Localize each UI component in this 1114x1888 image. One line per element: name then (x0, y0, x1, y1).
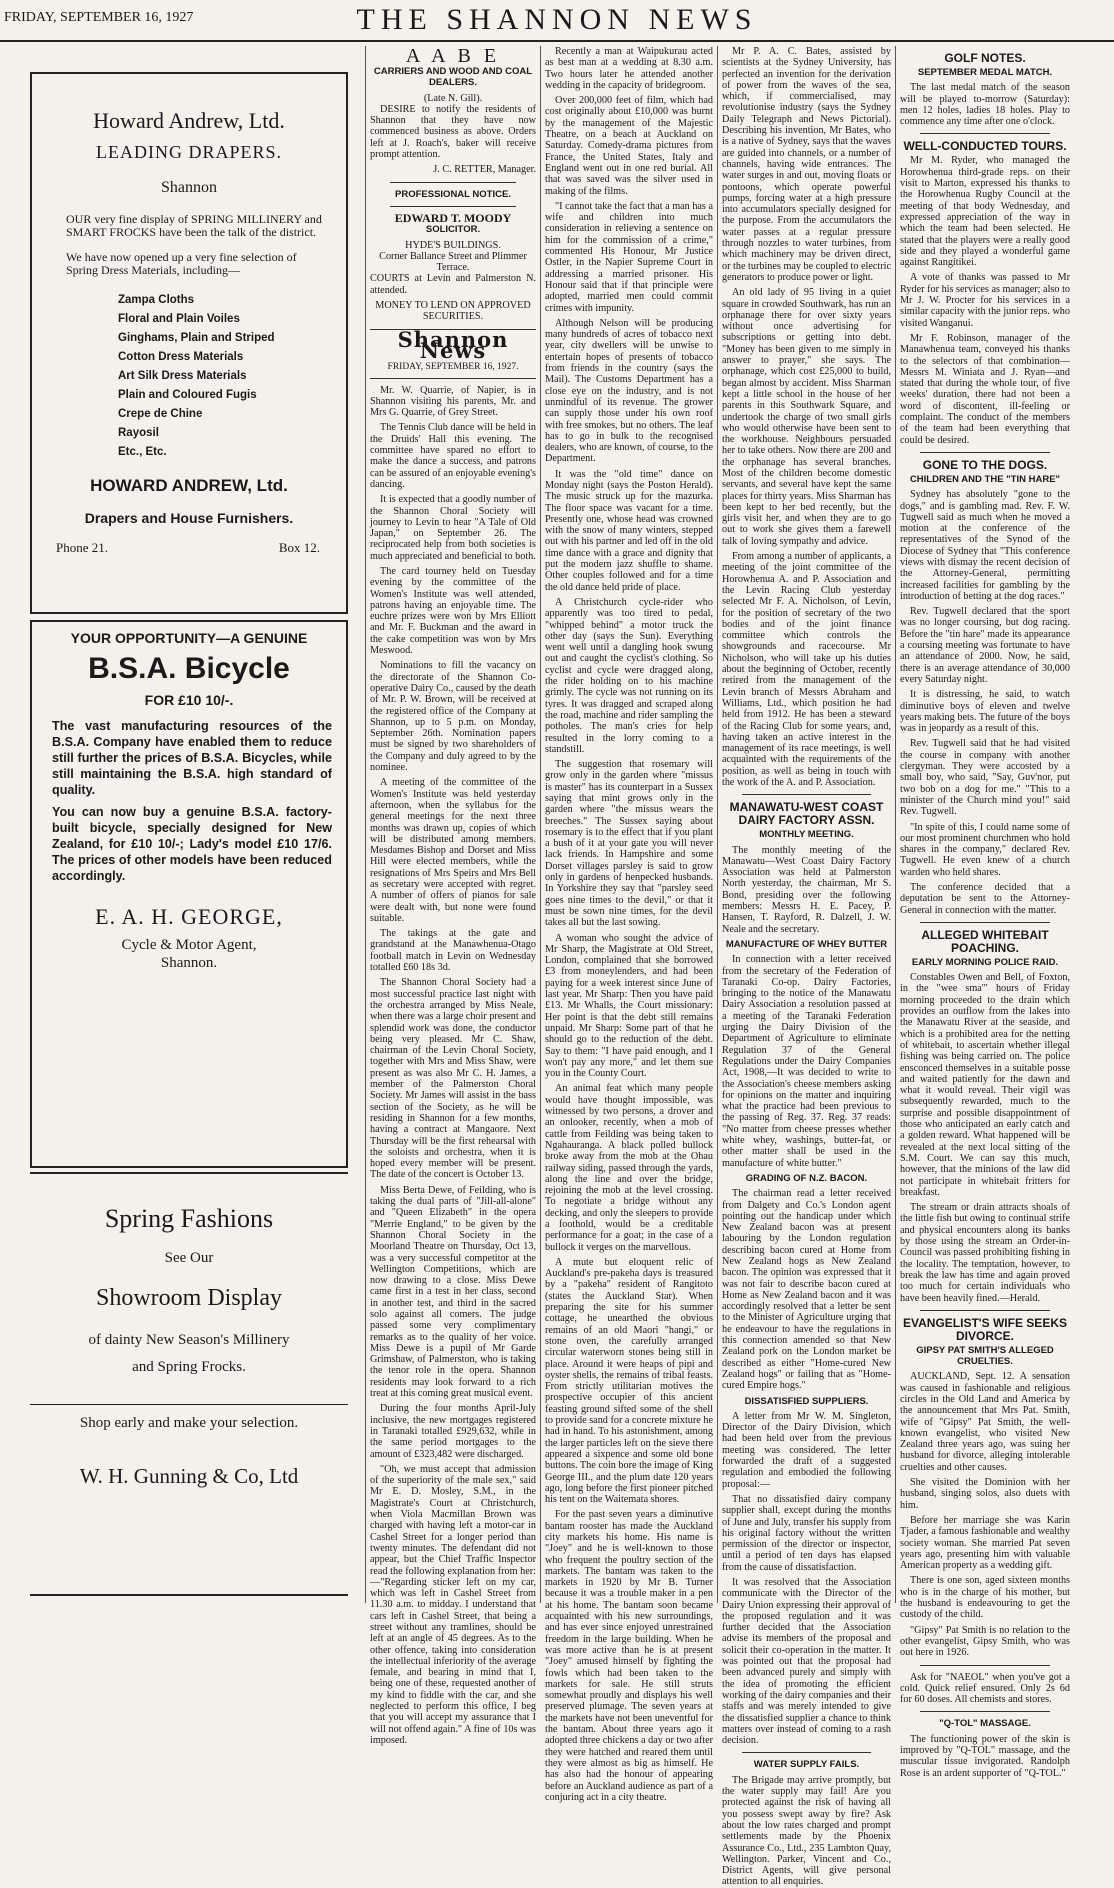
sf-gunning: W. H. Gunning & Co, Ltd (79, 1464, 299, 1488)
article: "Gipsy" Pat Smith is no relation to the other evangelist, Gipsy Smith, who was out here in 1926. (900, 1624, 1070, 1659)
list-item: Rayosil (118, 427, 159, 439)
sf-line-1: of dainty New Season's Millinery (88, 1332, 290, 1348)
ha-box: Box 12. (278, 540, 320, 555)
article: The card tourney held on Tuesday evening by the committee of the Women's Institute was well attended, patrons having an enjoyable time. The euchre prizes were won by Mrs Elliott and Mr. F. Buckman and the award in the cake competition was won by Mrs Meswood. (370, 565, 536, 657)
article: An animal feat which many people would have thought impossible, was witnessed by two persons, a drover and an onlooker, recently, when a mob of cattle from Feilding was being taken to Ngahauranga. A black polled bullock broke away from the mob at the Ohau railway siding, passed through the yards, along the line and over the bridge, rejoining the mob at the level crossing. To negotiate a bridge without any decking, and only the sleepers to provide a foothold, would be a creditable performance for a goat; in the case of a bullock it verges on the marvellous. (545, 1083, 713, 1253)
spring-fashions-ad (30, 1172, 348, 1596)
hyde-address: Corner Ballance Street and Plimmer Terrace. (379, 250, 527, 274)
evangelist-subhead: GIPSY PAT SMITH'S ALLEGED CRUELTIES. (916, 1344, 1054, 1368)
sf-shop: Shop early and make your selection. (30, 1404, 348, 1432)
sf-title: Spring Fashions (104, 1204, 274, 1233)
article: Before her marriage she was Karin Tjader, a famous fashionable and wealthy society woman. She married Pat seven years ago, presenting him with valuable American property as a wedding gift. (900, 1514, 1070, 1572)
article: Although Nelson will be producing many hundreds of acres of tobacco next year, city dwellers will be unwise to entertain hopes of presents of tobacco from friends in the country (says the Mail). The Customs Department has a close eye on the industry, and is not unmindful of its revenue. The grower can supply those under his own roof with free smokes, but no others. The leaf has to go in bulk to the recognised dealers, who are known, of course, to the Department. (545, 317, 713, 465)
evangelist-headline: EVANGELIST'S WIFE SEEKS DIVORCE. (903, 1315, 1067, 1343)
ha-town: Shannon (161, 179, 217, 196)
article: The conference decided that a deputation be sent to the Attorney-General in connection with the matter. (900, 882, 1070, 916)
moody-solicitor: SOLICITOR. (425, 224, 481, 236)
ha-bottom-name: HOWARD ANDREW, Ltd. (90, 476, 288, 495)
naeol-ad: Ask for "NAEOL" when you've got a cold. Quick relief ensured. Only 2s 6d for 60 doses. All chemists and stores. (900, 1671, 1070, 1706)
article: In connection with a letter received from the secretary of the Federation of Taranaki Co-op. Dairy Factories, bringing to the notice of the Manawatu Dairy Association a resolution passed at a meeting of the Taranaki Federation urging the Dairy Division of the Department of Agriculture to eliminate Regulation 37 of the General Regulations under the Dairy Companies Act, 1908,—It was decided to write to the Association's cheese members asking for opinions on the matter and inquiring what the practice had been previous to the passing of Reg. 37. Reg. 37 reads: "No matter from cheese presses whether white whey, washings, butter-fat, or other matter shall be used in the manufacture of white butter." (722, 954, 891, 1169)
divider (742, 1752, 871, 1753)
article: It was the "old time" dance on Monday night (says the Poston Herald). The music struck up for the mazurka. The floor space was vacant for a time. Presently one, whose head was crowned with the snow of many winters, stepped out with his partner and led off in the old time dance with a grace and dignity that put the modern jazz shuffle to shame. Other couples followed and for a time the old dance held pride of place. (545, 468, 713, 593)
article: It is expected that a goodly number of the Shannon Choral Society will journey to Levin to hear "A Tale of Old Japan," on September 26. The reciprocated help from both societies is much appreciated and beneficial to both. (370, 494, 536, 562)
divider (742, 794, 871, 795)
ha-text-2: We have now opened up a very fine selection of Spring Dress Materials, including— (66, 250, 297, 277)
bsa-top: YOUR OPPORTUNITY—A GENUINE (70, 630, 308, 646)
qtol-headline: "Q-TOL" MASSAGE. (939, 1718, 1031, 1730)
aabe-sign: J. C. RETTER, Manager. (433, 164, 536, 176)
article: There is one son, aged sixteen months who is in the charge of his mother, but the husband is endeavouring to get the custody of the child. (900, 1575, 1070, 1621)
tours-headline: WELL-CONDUCTED TOURS. (903, 139, 1067, 154)
article: A letter from Mr W. M. Singleton, Director of the Dairy Division, which had been held over from the previous meeting was considered. The letter forwarded the draft of a suggested regulation and embodied the following proposal:— (722, 1410, 891, 1490)
list-item: Zampa Cloths (118, 294, 195, 306)
dogs-subhead: CHILDREN AND THE "TIN HARE" (909, 473, 1061, 485)
column-rule (895, 46, 896, 1603)
article: Rev. Tugwell said that he had visited the course in company with another clergyman. They were accosted by a small boy, who said, "Say, Guv'nor, put two bob on a dog for me." "This to a minister of the Church mind you!" said Rev. Tugwell. (900, 738, 1070, 818)
issue-date: FRIDAY, SEPTEMBER 16, 1927 (4, 10, 194, 25)
masthead (0, 0, 1114, 42)
list-item: Cotton Dress Materials (118, 351, 244, 363)
article: Mr. W. Quarrie, of Napier, is in Shannon visiting his parents, Mr. and Mrs G. Quarrie, of Grey Street. (370, 384, 536, 419)
dairy-subhead: MONTHLY MEETING. (759, 829, 854, 841)
bacon-subhead: GRADING OF N.Z. BACON. (745, 1172, 868, 1184)
whitebait-subhead: EARLY MORNING POLICE RAID. (911, 956, 1059, 968)
article: "In spite of this, I could name some of our most prominent churchmen who hold shares in the company," declared Rev. Tugwell. He even knew of a church warden who held shares. (900, 821, 1070, 878)
article: For the past seven years a diminutive bantam rooster has made the Auckland city markets his home. His name is "Joey" and he is well-known to those who frequent the poultry section of the markets. The bantam was taken to the markets in 1920 by Mr B. Turner because it was a trouble maker in a pen at his home. The bantam soon became acquainted with his new surroundings, and has ever since enjoyed unrestrained freedom in the large building. When he was more active than he is at present "Joey" amused himself by fighting the fowls which had been taken to the markets for sale. He still struts somewhat proudly and displays his well preserved plumage. The seven years at the markets have not been uneventful for the bantam. About three years ago it adopted three chickens a day or two after they were hatched and reared them until they were almost as big as himself. He has also had the honour of appearing before an Auckland audience as part of a conjuring act in a city theatre. (545, 1509, 713, 1803)
article: It is distressing, he said, to watch diminutive boys of eleven and twelve years making bets. The future of the boys was in jeopardy as a result of this. (900, 689, 1070, 735)
column-rule (717, 46, 718, 1603)
article: The monthly meeting of the Manawatu—West Coast Dairy Factory Association was held at Palmerston North yesterday, the chairman, Mr S. Bond, presiding over the following members: Messrs H. E. Pacey, P. Hansen, T. Rayford, R. Dalzell, J. W. Neale and the secretary. (722, 844, 891, 935)
column-2 (370, 45, 536, 1746)
ha-lead: LEADING DRAPERS. (95, 142, 282, 162)
list-item: Ginghams, Plain and Striped (118, 332, 275, 344)
divider (920, 1310, 1050, 1311)
divider (920, 1711, 1050, 1712)
column-rule (365, 46, 366, 1603)
dairy-headline: MANAWATU-WEST COAST DAIRY FACTORY ASSN. (729, 800, 884, 828)
golf-subhead: SEPTEMBER MEDAL MATCH. (917, 67, 1053, 78)
article: The chairman read a letter received from Dalgety and Co.'s London agent pointing out the handicap under which New Zealand bacon was at present labouring by the London regulation describing bacon cured at Home from New Zealand hogs as New Zealand bacon. The opinion was expressed that it was not fair to describe bacon cured at Home as New Zealand bacon and it was accordingly resolved that a letter be sent to the Minister of Agriculture urging that he endeavour to have the regulations in this connection amended so that New Zealand pork on the London market be described as either "Home-cured New Zealand hogs" or failing that as "Home-cured Empire hogs." (722, 1188, 891, 1392)
ha-subtitle: Drapers and House Furnishers. (84, 510, 294, 526)
article: From among a number of applicants, a meeting of the joint committee of the Horowhenua A. and P. Association and the Levin Racing Club yesterday selected Mr F. A. Nicholson, of Levin, for the position of secretary of the two bodies and of the joint finance committee which controls the showgrounds and racecourse. Mr Nicholson, who will take up his duties about the beginning of October, recently retired from the management of the Levin branch of Messrs Abraham and Williams, Ltd., which position he had held from 1912. He has been a steward of the Racing Club for some years, and, having taken an active interest in the management of its race meetings, is well acquainted with the requirements of the position, as well as being in touch with the work of the A. and P. Association. (722, 551, 891, 788)
paper-name: Shannon News (397, 326, 509, 363)
whitebait-headline: ALLEGED WHITEBAIT POACHING. (921, 927, 1049, 955)
aabe-title: A A B E (405, 45, 501, 67)
article: The takings at the gate and grandstand at the Manawhenua-Otago football match in Levin on Wednesday totalled £60 18s 3d. (370, 928, 536, 974)
list-item: Crepe de Chine (118, 408, 203, 420)
list-item: Plain and Coloured Fugis (118, 389, 257, 401)
golf-headline: GOLF NOTES. (944, 51, 1026, 65)
article: "Oh, we must accept that admission of the superiority of the male sex," said Mr E. D. Mosley, S.M., in the Magistrate's Court at Christchurch, when Viola Macmillan Brown was charged with having left a motor-car in Cashel Street for a longer period than twenty minutes. The defendant did not appear, but the Chief Traffic Inspector read the following explanation from her:—"Regarding sticker left on my car, which was left in Cashel Street from 11.30 a.m. to midday. I understand that cars left in Cashel Street, that being a street without any tramlines, should be left at an angle of 45 degrees. As to the other offence, taking into consideration the intellectual inferiority of the average female, and bearing in mind that I, being one of these, requested another of my kind to fiddle with the car, and she neglected to perform this office, I beg that you will accept my assurance that I will not offend again." A fine of 10s was imposed. (370, 1463, 536, 1746)
article: AUCKLAND, Sept. 12. A sensation was caused in fashionable and religious circles in the Old Land and America by the announcement that Mrs Pat. Smith, wife of "Gipsy" Pat Smith, the well-known evangelist, who visited New Zealand three years ago, was suing her husband for divorce, alleging intolerable cruelties and other causes. (900, 1371, 1070, 1473)
ha-name: Howard Andrew, Ltd. (93, 108, 285, 133)
moody-name: EDWARD T. MOODY (394, 210, 512, 225)
article: The Tennis Club dance will be held in the Druids' Hall this evening. The committee have spared no effort to make the dance a success, and patrons can be assured of an enjoyable evening's dancing. (370, 422, 536, 490)
column-4 (722, 46, 891, 1888)
article: A meeting of the committee of the Women's Institute was held yesterday afternoon, when the syllabus for the general meetings for the next three months was drawn up, copies of which will be distributed among members. Mesdames Bishop and Dorset and Miss Hill were elected members, while the resignations of Mrs Speirs and Mrs Bell as secretary were accepted with regret. A number of offers of pianos for sale were dealt with, but none were found suitable. (370, 777, 536, 924)
suppliers-subhead: DISSATISFIED SUPPLIERS. (744, 1395, 869, 1407)
article: The Brigade may arrive promptly, but the water supply may fail! Are you protected against the risk of having all you possess swept away by fire? Ask about the low rates charged and prompt settlements made by the Phoenix Assurance Co., Ltd., 235 Lambton Quay, Wellington. Parker, Vincent and Co., District Agents, will give personal attention to all enquiries. (722, 1774, 891, 1888)
bsa-dealer: E. A. H. GEORGE, (95, 904, 283, 929)
sf-see: See Our (164, 1250, 214, 1266)
bsa-body-1: The vast manufacturing resources of the B.S.A. Company have enabled them to reduce still further the prices of B.S.A. Bicycles, while still maintaining the B.S.A. high standard of quality. (52, 719, 332, 797)
article: Mr F. Robinson, manager of the Manawhenua team, conveyed his thanks to the selectors of that combination—Messrs M. Winiata and J. Ryan—and stated that during the whole tour, of five weeks' duration, there had not been a word of discontent, ill-feeling or complaint. The conduct of the members of the team had been everything that could be desired. (900, 332, 1070, 446)
courts: COURTS at Levin and Palmerston N. attended. (370, 273, 536, 296)
hyde-buildings: HYDE'S BUILDINGS. (405, 239, 501, 251)
article: Mr P. A. C. Bates, assisted by scientists at the Sydney University, has perfected an invention for the derivation of power from the waves of the sea, which, if commercialised, may revolutionise industry (says the Sydney Daily Telegraph and News Pictorial). Describing his invention, Mr Bates, who is a native of Sydney, says that the waves are guided into channels, or a number of channels, having wide entrances. The water surges in and out, moving floats or pontoons, which operate powerful pumps, forcing water at a high pressure into accumulators specially designed for the purpose. From the accumulators the water passes at a regular pressure through nozzles to water turbines, from which machinery may be driven direct, or the turbines may be coupled to electric generators to produce power or light. (722, 46, 891, 283)
divider (920, 133, 1050, 134)
article: An old lady of 95 living in a quiet square in crowded Southwark, has run an orphanage there for over sixty years without once advertising for subscriptions or getting into debt. "Money has been given to me simply in answer to prayer," she says. The orphanage, which cost £25,000 to build, began almost by accident. Miss Sharman kept a little school in the house of her parents in this Southwark Square, and undertook the charge of two small girls who would otherwise have been sent to the workhouse. Neighbours persuaded her to take others. Now there are 200 and the orphanage has several branches. Most of the children become domestic servants, and several have kept the same places for thirty years. Miss Sharman has been kept to her bed recently, but the girls visit her, and when they are to go out to work she gives them a farewell talk of loving sympathy and advice. (722, 287, 891, 547)
divider (920, 1665, 1050, 1666)
paper-date: FRIDAY, SEPTEMBER 16, 1927. (387, 362, 519, 373)
bsa-body-2: You can now buy a genuine B.S.A. factory-built bicycle, specially designed for New Zealand, for £10 10/-; Lady's model £10 17/6. The prices of other models have been reduced accordingly. (52, 805, 332, 883)
qtol-ad: The functioning power of the skin is improved by "Q-TOL" massage, and the muscular tissue invigorated. Randolph Rose is an ardent supporter of "Q-TOL." (900, 1733, 1070, 1779)
article: The suggestion that rosemary will grow only in the garden where "missus is master" has its counterpart in a Sussex saying that mint grows only in the garden where "the missus wears the breeches." The Sussex saying about rosemary is to the effect that if you plant a bush of it at your gate you will never lack friends. In Hampshire and some Dorset villages parsley is said to grow only in gardens of henpecked husbands. In Yorkshire they say that "parsley seed goes nine times to the devil," or that it must be sown nine times, for the devil takes all but the last sowing. (545, 759, 713, 929)
article: A Christchurch cycle-rider who apparently was too tired to pedal, "whipped behind" a motor truck the other day (says the Sun). Everything went well until a dangling hook swung out and caught the cyclist's clothing. So cyclist and cycle were dragged along, the rider holding on to his machine grimly. The cycle was not running on its tyres. It was dragged and scraped along the road, machine and rider sampling the potholes. The man's cries for help resulted in the lorry coming to a standstill. (545, 596, 713, 755)
sf-showroom: Showroom Display (96, 1285, 282, 1311)
bsa-price: FOR £10 10/-. (144, 692, 234, 708)
bsa-dealer-town: Shannon. (160, 955, 218, 971)
article: Rev. Tugwell declared that the sport was no longer coursing, but dog racing. Before the "tin hare" made its appearance a coursing meeting was fortunate to have an attendance of 2000. Now, he said, there is an average attendance of 30,000 every Saturday night. (900, 606, 1070, 685)
divider (920, 922, 1050, 923)
aabe-late: (Late N. Gill). (423, 92, 483, 104)
article: Constables Owen and Bell, of Foxton, in the "wee sma'" hours of Friday morning proceeded to the drain which provides an outflow from the lakes into the Manawatu River at the seaside, and which is a prohibited area for the netting of whitebait, to ascertain whether illegal fishing was being carried on. The police ensconced themselves in a suitable posse and waited patiently for the dawn and what it would reveal. Their vigil was subsequently rewarded, much to the surprise and possible disappointment of those who anticipated an early catch and a golden reward. What happened will be revealed at the next local sitting of the S.M. Court. We can say this much, however, that the minions of the law did not participate in whitebait fritters for breakfast. (900, 972, 1070, 1198)
list-item: Floral and Plain Voiles (118, 313, 240, 325)
article: She visited the Dominion with her husband, singing solos, also duets with him. (900, 1477, 1070, 1511)
article: During the four months April-July inclusive, the new mortgages registered in Taranaki totalled £929,632, while in the same period mortgages to the amount of £323,482 were discharged. (370, 1403, 536, 1460)
ha-text-1: OUR very fine display of SPRING MILLINERY and SMART FROCKS have been the talk of the district. (66, 212, 322, 239)
ha-contact-row (56, 540, 320, 556)
divider (390, 206, 516, 207)
article: The Shannon Choral Society had a most successful practice last night with the orchestra arranged by Miss Neale, when there was a large choir present and splendid work was done, the conductor being very pleased. Mr C. Shaw, chairman of the Levin Choral Society, together with Mrs and Miss Shaw, were present as was also Mr C. H. James, a member of the Palmerston Choral Society. Mr James will assist in the bass section of the Society, as he will be residing in Shannon for a few months, having a contract at Mangaore. Next Thursday will be the first rehearsal with the soloists and orchestra, when it is hoped every member will be present. The date of the concert is October 13. (370, 977, 536, 1181)
article: A mute but eloquent relic of Auckland's pre-pakeha days is treasured by a "pakeha" resident of Rangitoto (states the Auckland Star). When preparing the site for his summer cottage, he unearthed the obvious remains of an old Maori "hangi," or stone oven, the carefully arranged circular waterworn stones being still in place. Around it were heaps of pipi and oyster shells, the remains of tribal feasts. From strictly utilitarian motives the prospective occupier of this ancient feasting ground sifted some of the shell to provide sand for a concrete mixture he had in hand. To his astonishment, among the larger particles left on the sieve there appeared a sixpence and some old bone buttons. The coin bore the image of King George III., and the plum date 120 years ago, long before the first pioneer pitched his tent on the Waitemata shores. (545, 1256, 713, 1506)
water-headline: WATER SUPPLY FAILS. (753, 1759, 860, 1771)
article: Recently a man at Waipukurau acted as best man at a wedding at 8.30 a.m. Two hours later he attended another wedding in the capacity of bridegroom. (545, 46, 713, 91)
article: The stream or drain attracts shoals of the little fish but owing to continual strife and physical encounters along its banks by those using the stream an Order-in-Council was passed prohibiting fishing in the locality. The temptation, however, to break the law has time and again proved too much for certain individuals who have been heavily fined.—Herald. (900, 1202, 1070, 1304)
column-5 (900, 46, 1070, 1779)
article: Sydney has absolutely "gone to the dogs," and is gambling mad. Rev. F. W. Tugwell said as much when he moved a motion at the conference of the representatives of the Synod of the Diocese of Sydney that "This conference views with dismay the recent decision of the Attorney-General, permitting increased facilities for gambling by the introduction of betting at the dog races." (900, 489, 1070, 602)
aabe-subtitle: CARRIERS AND WOOD AND COAL DEALERS. (373, 66, 533, 89)
shannon-news-masthead (370, 326, 536, 379)
article: A woman who sought the advice of Mr Sharp, the Magistrate at Old Street, London, complained that she borrowed £3 from moneylenders, and had been paying for a week interest since June of last year. Mr Sharp: Then you have paid £13. Mr Whalls, the Court missionary: Her point is that the debt still remains unpaid. Mr Sharp: Some part of that he should go to the reduction of the debt. Say to them: "I have paid enough, and I won't pay any more," and let them sue you in the County Court. (545, 932, 713, 1080)
divider (920, 452, 1050, 453)
ha-phone: Phone 21. (56, 540, 108, 555)
bsa-headline: B.S.A. Bicycle (88, 652, 290, 685)
article: Miss Berta Dewe, of Feilding, who is taking the dual parts of "Jill-all-alone" and "Queen Elizabeth" in the opera "Merrie England," to be given by the Shannon Choral Society in the Moorland Theatre on Thursday, Oct 13, was a very successful competitor at the Wellington Competitions, which are now drawing to a close. Miss Dewe came first in a test in her class, second in another test, and third in the sacred solo against all comers. The judge passed some very complimentary remarks as to the quality of her voice. Miss Dewe is a pupil of Mr Garde Grimshaw, of Palmerston, who is taking the tenor role in the opera. Shannon residents may look forward to a rich treat at this coming great musical event. (370, 1184, 536, 1400)
newspaper-title: THE SHANNON NEWS (356, 3, 758, 36)
article: "I cannot take the fact that a man has a wife and children into much consideration in relieving a sentence on him for the commission of a crime," commented His Honour, Mr Justice Ostler, in the Napier Supreme Court in addressing a married prisoner. His Honour said that if that principle were adopted, married men could commit crimes with impunity. (545, 200, 713, 314)
ha-item-list (118, 291, 346, 462)
article: Over 200,000 feet of film, which had cost originally about £10,000 was burnt by the management of the Majestic Theatre, on a beach at Auckland on Saturday. Comedy-drama pictures from France, the United States, Italy and England went out in one red burial. All that was saved was the silver used in making of the films. (545, 95, 713, 197)
column-3 (545, 46, 713, 1803)
article: It was resolved that the Association communicate with the Director of the Dairy Union expressing their approval of the proposed regulation and it was further decided that the Association advise its members of the proposal and solicit their co-operation in the matter. It was pointed out that the proposal had been advanced purely and simply with the idea of promoting the efficient working of the dairy companies and their staffs and was merely intended to give the dissatisfied supplier a chance to think matters over instead of coming to a rash decision. (722, 1577, 891, 1747)
article: That no dissatisfied dairy company supplier shall, except during the months of June and July, transfer his supply from his original factory without the written permission of the director or inspector, until a period of ten days has elapsed from the cause of dissatisfaction. (722, 1493, 891, 1573)
article: Nominations to fill the vacancy on the directorate of the Shannon Co-operative Dairy Co., caused by the death of Mr. P. W. Brown, will be received at the registered office of the Company at Shannon, up to 5 p.m. on Monday, September 26th. Nomination papers must be signed by two shareholders of the Company and duly agreed to by the nominee. (370, 660, 536, 774)
bsa-dealer-title: Cycle & Motor Agent, (121, 937, 257, 953)
money-lend: MONEY TO LEND ON APPROVED SECURITIES. (375, 300, 531, 323)
whey-subhead: MANUFACTURE OF WHEY BUTTER (725, 938, 888, 950)
howard-andrew-ad (30, 72, 348, 614)
article: The last medal match of the season will be played to-morrow (Saturday): men 12 holes, ladies 18 holes. Play to commence any time after one o'clock. (900, 82, 1070, 128)
divider (390, 182, 516, 183)
list-item: Art Silk Dress Materials (118, 370, 247, 382)
aabe-body: DESIRE to notify the residents of Shannon that they have now commenced business as above. Orders left at J. Roach's, baker will receive prompt attention. (370, 103, 536, 161)
bsa-bicycle-ad (30, 620, 348, 1168)
dogs-headline: GONE TO THE DOGS. (922, 457, 1048, 472)
column-rule (540, 46, 541, 1603)
list-item: Etc., Etc. (118, 446, 167, 458)
sf-line-2: and Spring Frocks. (132, 1359, 246, 1375)
article: A vote of thanks was passed to Mr Ryder for his services as manager; also to Mr J. W. Procter for his services in a similar capacity with the junior reps. who visited Wanganui. (900, 272, 1070, 329)
prof-notice-head: PROFESSIONAL NOTICE. (395, 188, 511, 200)
article: Mr M. Ryder, who managed the Horowhenua third-grade reps. on their visit to Marton, expressed his thanks to the Horowhenua Rugby Council at the meeting of that body Wednesday, and expressed appreciation of the way in which the team had been selected. He stated that the players were a really good side and they played a wonderful game against Rangitikei. (900, 155, 1070, 269)
